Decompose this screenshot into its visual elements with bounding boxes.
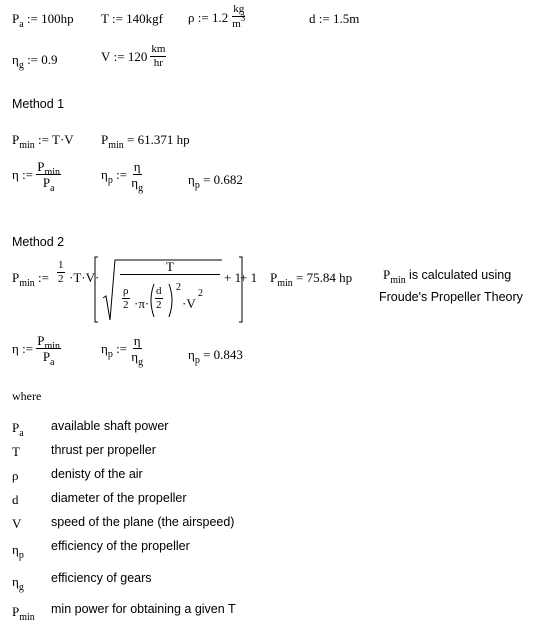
d-definition: d := 1.5m	[309, 11, 360, 26]
inner-plus-one: + 1	[224, 270, 242, 285]
legend-desc: speed of the plane (the airspeed)	[51, 515, 235, 529]
where-label: where	[12, 389, 42, 403]
half-fraction: $\frac{1}{2}$	[58, 259, 64, 285]
legend-row: d	[12, 492, 19, 507]
method2-pmin-result: $P_{min} = 75.84$ hp	[270, 270, 353, 289]
pa-definition: $P_a$ := 100hp	[12, 11, 74, 30]
pa-value: 100hp	[41, 11, 74, 26]
rho-value: 1.2	[211, 9, 229, 25]
parentheses-graphic	[148, 283, 178, 319]
method1-heading: Method 1	[12, 97, 65, 111]
froude-denominator: $\frac{\rho}{2}$ ·π· $\frac{d}{2}$ 2 ·V 2	[122, 278, 222, 322]
v-value: 120	[127, 49, 148, 64]
d-exponent: 2	[176, 282, 181, 293]
legend-desc: available shaft power	[51, 419, 169, 433]
method2-heading: Method 2	[12, 235, 65, 249]
froude-note-line2: Froude's Propeller Theory	[379, 290, 523, 304]
rho-half-fraction: $\frac{\rho}{2}$	[123, 285, 129, 311]
d-value: 1.5m	[332, 11, 360, 26]
legend-row: $P_a$	[12, 420, 24, 439]
legend-desc: efficiency of the propeller	[51, 539, 190, 553]
method2-eta-p-formula: $\eta_p$ := $\frac{\eta}{\eta_g}$	[101, 333, 144, 368]
method1-pmin-formula: $P_{min}$ := T·V	[12, 132, 74, 151]
thrust-value: 140kgf	[126, 11, 164, 26]
legend-desc: thrust per propeller	[51, 443, 156, 457]
froude-note: $P_{min}$ is calculated using	[383, 267, 512, 286]
method1-pmin-result: $P_{min} = 61.371$ hp	[101, 132, 190, 151]
legend-desc: diameter of the propeller	[51, 491, 187, 505]
legend-row: V	[12, 516, 22, 531]
legend-desc: min power for obtaining a given T	[51, 602, 236, 616]
method2-eta-p-result: $\eta_p = 0.843$	[188, 347, 243, 366]
v-exponent: 2	[198, 288, 203, 299]
rho-unit: $\frac{kg}{m^3}$	[232, 3, 246, 30]
froude-thrust-numerator: T	[166, 259, 174, 274]
thrust-definition: T := 140kgf	[101, 11, 164, 26]
outer-plus-one: + 1	[240, 270, 258, 285]
method2-eta-formula: η := $\frac{P_{min}}{P_a}$	[12, 333, 61, 368]
legend-row: $P_{min}$	[12, 604, 35, 623]
froude-fraction-bar	[120, 274, 220, 275]
legend-row: $\eta_p$	[12, 542, 24, 561]
eta-g-definition: $\eta_g$ := 0.9	[12, 52, 58, 71]
method1-eta-p-result: $\eta_p = 0.682$	[188, 172, 243, 191]
legend-row: ρ	[12, 468, 19, 483]
method1-eta-formula: η := $\frac{P_{min}}{P_a}$	[12, 159, 61, 194]
froude-pmin-formula: $P_{min}$ := $\frac{1}{2}$ ·T·V· T $\frac{\rho}{2}$ ·π· $\frac{d}{2}$ 2 ·V 2 + 1	[12, 256, 262, 324]
d-half-fraction: $\frac{d}{2}$	[156, 285, 162, 311]
legend-desc: denisty of the air	[51, 467, 143, 481]
legend-desc: efficiency of gears	[51, 571, 152, 585]
method1-eta-p-formula: $\eta_p$ := $\frac{\eta}{\eta_g}$	[101, 159, 144, 194]
v-unit: $\frac{km}{hr}$	[151, 43, 166, 69]
v-definition: V := 120 $\frac{km}{hr}$	[101, 43, 166, 69]
legend-row: T	[12, 444, 20, 459]
legend-row: $\eta_g$	[12, 574, 24, 593]
eta-g-value: 0.9	[41, 52, 58, 67]
rho-definition: ρ := 1.2 $\frac{kg}{m^3}$	[188, 3, 246, 30]
